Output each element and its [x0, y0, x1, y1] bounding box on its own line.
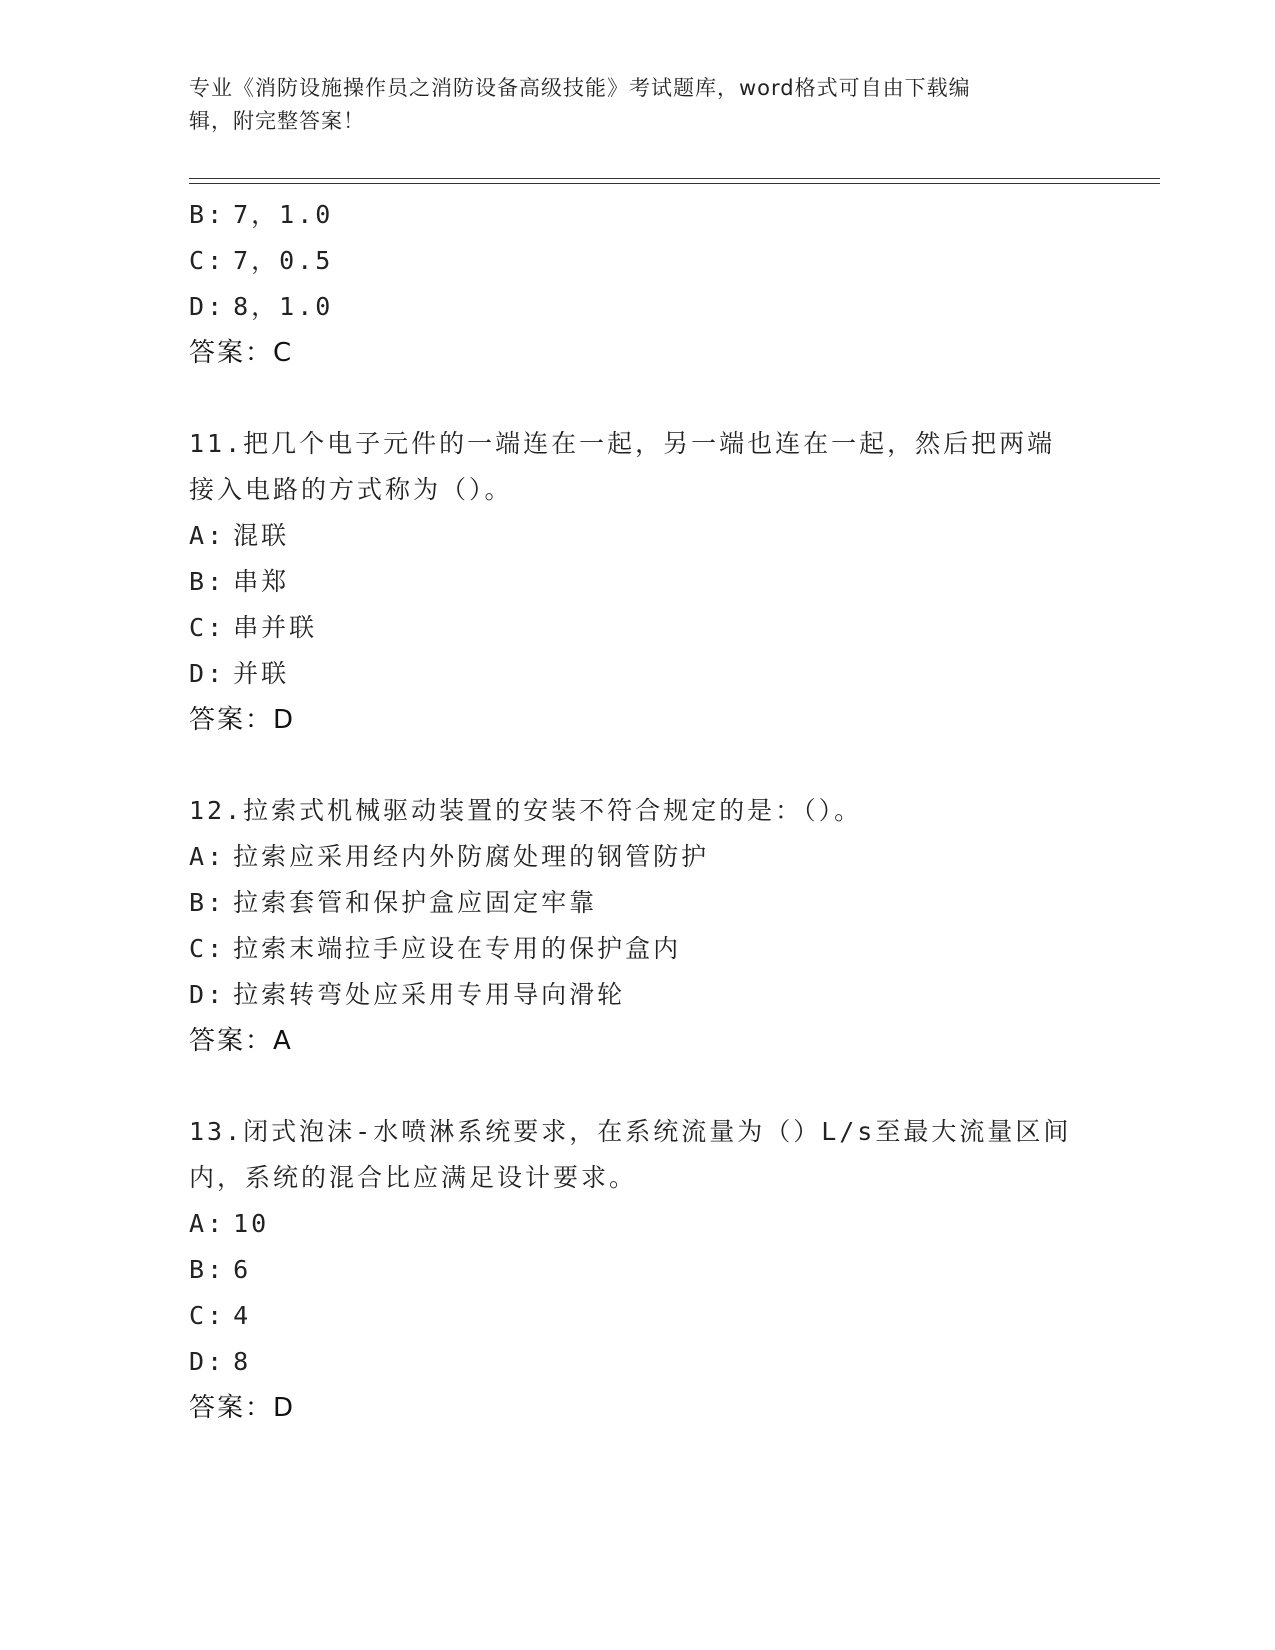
answer-line: 答案：A [189, 1026, 293, 1056]
question-13 [189, 1109, 1089, 1431]
option-separator: : [207, 1209, 226, 1238]
option-text: 拉索末端拉手应设在专用的保护盒内 [233, 934, 682, 963]
option-separator: : [207, 842, 226, 871]
question-stem-continued: 内，系统的混合比应满足设计要求。 [189, 1163, 638, 1192]
option-d [189, 651, 1089, 697]
option-separator: : [207, 1347, 226, 1376]
question-stem: 13.闭式泡沫-水喷淋系统要求，在系统流量为（）L/s至最大流量区间 [189, 1117, 1072, 1146]
option-b [189, 192, 1089, 238]
option-d [189, 972, 1089, 1018]
option-b [189, 559, 1089, 605]
option-text: 8 [233, 1347, 252, 1376]
option-a [189, 1201, 1089, 1247]
option-separator: : [207, 246, 226, 275]
carryover-question [189, 192, 1089, 376]
option-text: 并联 [233, 659, 290, 688]
option-letter: A [189, 842, 208, 871]
option-text: 10 [233, 1209, 270, 1238]
option-c [189, 1293, 1089, 1339]
header-divider-top [189, 178, 1160, 179]
question-11 [189, 421, 1089, 743]
option-separator: : [207, 888, 226, 917]
header-divider-bottom [189, 183, 1160, 184]
document-body [189, 192, 1089, 1431]
option-b [189, 880, 1089, 926]
header-line-2: 辑，附完整答案！ [189, 109, 365, 133]
option-separator: : [207, 292, 226, 321]
option-text: 7，0.5 [233, 246, 334, 275]
option-c [189, 605, 1089, 651]
option-d [189, 284, 1089, 330]
option-letter: C [189, 1301, 208, 1330]
option-letter: C [189, 246, 208, 275]
option-separator: : [207, 659, 226, 688]
option-separator: : [207, 521, 226, 550]
option-letter: D [189, 1347, 208, 1376]
option-text: 拉索转弯处应采用专用导向滑轮 [233, 980, 626, 1009]
option-text: 串郑 [233, 567, 290, 596]
option-text: 4 [233, 1301, 252, 1330]
question-stem: 11.把几个电子元件的一端连在一起，另一端也连在一起，然后把两端 [189, 429, 1056, 458]
option-letter: B [189, 1255, 208, 1284]
answer-line: 答案：D [189, 1393, 296, 1423]
question-stem: 12.拉索式机械驱动装置的安装不符合规定的是：（）。 [189, 796, 863, 825]
option-letter: A [189, 1209, 208, 1238]
option-letter: B [189, 567, 208, 596]
option-text: 7，1.0 [233, 200, 334, 229]
option-text: 串并联 [233, 613, 318, 642]
option-c [189, 926, 1089, 972]
option-a [189, 513, 1089, 559]
option-letter: B [189, 200, 208, 229]
question-stem-continued: 接入电路的方式称为（）。 [189, 475, 513, 504]
answer-line: 答案：C [189, 338, 294, 368]
option-a [189, 834, 1089, 880]
option-separator: : [207, 567, 226, 596]
option-separator: : [207, 613, 226, 642]
option-letter: C [189, 934, 208, 963]
option-text: 8，1.0 [233, 292, 334, 321]
option-letter: C [189, 613, 208, 642]
option-separator: : [207, 1301, 226, 1330]
option-b [189, 1247, 1089, 1293]
option-letter: B [189, 888, 208, 917]
option-separator: : [207, 200, 226, 229]
option-separator: : [207, 980, 226, 1009]
page-header [189, 72, 1089, 138]
option-c [189, 238, 1089, 284]
option-separator: : [207, 1255, 226, 1284]
option-separator: : [207, 934, 226, 963]
option-text: 拉索应采用经内外防腐处理的钢管防护 [233, 842, 710, 871]
question-12 [189, 788, 1089, 1064]
header-line-1: 专业《消防设施操作员之消防设备高级技能》考试题库，word格式可自由下载编 [189, 76, 971, 100]
answer-line: 答案：D [189, 705, 296, 735]
option-d [189, 1339, 1089, 1385]
option-text: 拉索套管和保护盒应固定牢靠 [233, 888, 598, 917]
option-text: 混联 [233, 521, 290, 550]
option-letter: A [189, 521, 208, 550]
option-letter: D [189, 659, 208, 688]
option-letter: D [189, 980, 208, 1009]
option-letter: D [189, 292, 208, 321]
option-text: 6 [233, 1255, 252, 1284]
